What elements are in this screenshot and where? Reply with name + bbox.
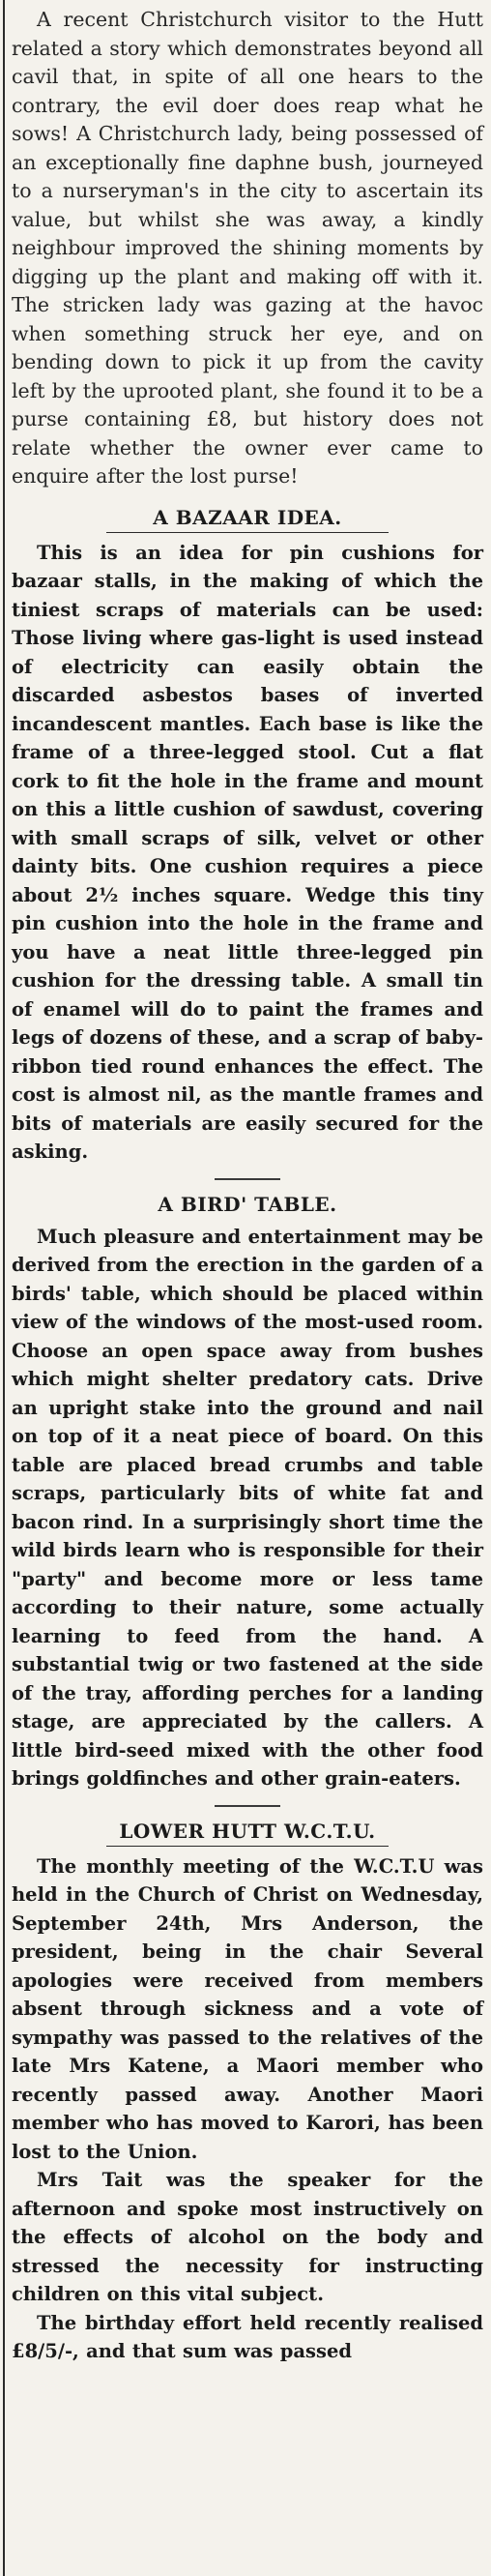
section-divider	[215, 1805, 280, 1807]
article-bird-table	[12, 1194, 483, 1793]
article-wctu	[12, 1821, 483, 2366]
article-headline: A BAZAAR IDEA.	[153, 505, 342, 529]
section-divider	[215, 1178, 280, 1180]
article-paragraph: The birthday effort held recently realised £8/5/-, and that sum was passed	[12, 2311, 483, 2362]
article-paragraph: This is an idea for pin cushions for bazaar stalls, in the making of which the tiniest scraps of materials can be used: Those living where gas-light is used instead of electricity can easily obtain the discarded asbestos bases of inverted incandescent mantles. Each base is like the frame of a three-legged stool. Cut a flat cork to fit the hole in the frame and mount on this a little cushion of sawdust, covering with small scraps of silk, velvet or other dainty bits. One cushion requires a piece about 2½ inches square. Wedge this tiny pin cushion into the hole in the frame and you have a neat little three-legged pin cushion for the dressing table. A small tin of enamel will do to paint the frames and legs of dozens of these, and a scrap of baby-ribbon tied round enhances the effect. The cost is almost nil, as the mantle frames and bits of materials are easily secured for the asking.	[12, 541, 483, 1163]
headline-underline	[106, 532, 390, 533]
article-paragraph: A recent Christchurch visitor to the Hutt related a story which demonstrates beyond all cavil that, in spite of all one hears to the contrary, the evil doer does reap what he sows! A Christchurch lady, being possessed of an exceptionally fine daphne bush, journeyed to a nurseryman's in the city to ascertain its value, but whilst she was away, a kindly neighbour improved the shining moments by digging up the plant and making off with it. The stricken lady was gazing at the havoc when something struck her eye, and on bending down to pick it up from the cavity left by the uprooted plant, she found it to be a purse containing £8, but history does not relate whether the owner ever came to enquire after the lost purse!	[12, 8, 483, 488]
article-headline: LOWER HUTT W.C.T.U.	[119, 1819, 376, 1843]
article-daphne-bush	[12, 6, 483, 491]
article-paragraph: Mrs Tait was the speaker for the afternoon and spoke most instructively on the effects of alcohol on the body and stressed the necessity for instructing children on this vital subject.	[12, 2169, 483, 2305]
article-paragraph: The monthly meeting of the W.C.T.U was held in the Church of Christ on Wednesday, September 24th, Mrs Anderson, the president, being in the chair Several apologies were received from members absent through sickness and a vote of sympathy was passed to the relatives of the late Mrs Katene, a Maori member who recently passed away. Another Maori member who has moved to Karori, has been lost to the Union.	[12, 1854, 483, 2163]
column-rule	[3, 0, 5, 2576]
article-headline: A BIRD' TABLE.	[158, 1192, 337, 1216]
article-paragraph: Much pleasure and entertainment may be derived from the erection in the garden of a birds' table, which should be placed within view of the windows of the most-used room. Choose an open space away from bushes which might shelter predatory cats. Drive an upright stake into the ground and nail on top of it a neat piece of board. On this table are placed bread crumbs and table scraps, particularly bits of white fat and bacon rind. In a surprisingly short time the wild birds learn who is responsible for their "party" and become more or less tame according to their nature, some actually learning to feed from the hand. A substantial twig or two fastened at the side of the tray, affording perches for a landing stage, are appreciated by the callers. A little bird-seed mixed with the other food brings goldfinches and other grain-eaters.	[12, 1225, 483, 1790]
headline-underline	[106, 1846, 390, 1847]
article-bazaar-idea	[12, 507, 483, 1167]
